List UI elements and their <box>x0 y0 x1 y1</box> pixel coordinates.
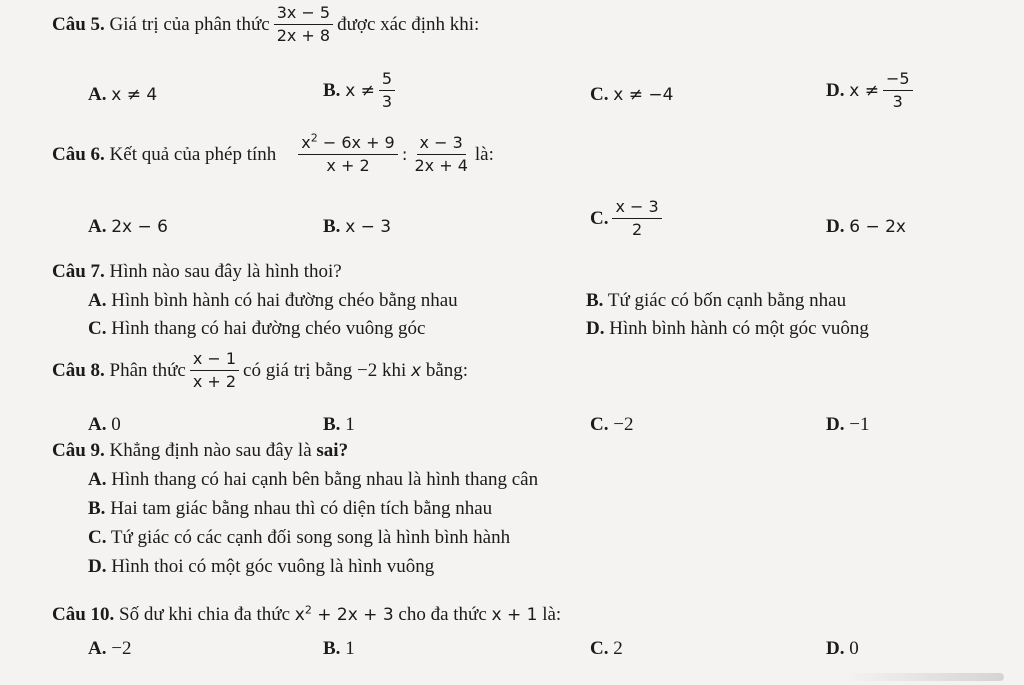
option-letter: A. <box>88 84 107 105</box>
option-fraction <box>883 70 913 111</box>
q8-option-d <box>826 414 869 436</box>
q5-option-d <box>826 70 917 111</box>
fraction-denominator: 2 <box>632 220 643 239</box>
question-9-text: Khẳng định nào sau đây là <box>109 440 312 461</box>
question-5-label: Câu 5. <box>52 13 105 35</box>
q7-option-b <box>586 290 846 312</box>
question-9-emphasis: sai? <box>316 440 349 461</box>
q6-option-c <box>590 198 666 239</box>
option-letter: C. <box>590 638 609 659</box>
division-operator: : <box>401 144 408 165</box>
question-10-text-after: là: <box>542 604 562 625</box>
option-expression: −2 <box>111 638 132 659</box>
q9-option-c <box>88 527 510 549</box>
fraction-denominator: 2x + 4 <box>414 156 468 175</box>
option-expression: x ≠ 4 <box>111 85 158 105</box>
question-9-label: Câu 9. <box>52 440 105 461</box>
q9-option-d <box>88 556 434 578</box>
option-expression: 0 <box>111 414 121 435</box>
fraction-numerator: 5 <box>379 70 395 91</box>
question-8-fraction <box>190 350 239 391</box>
q10-option-a <box>88 638 131 660</box>
option-letter: C. <box>590 414 609 435</box>
option-letter: A. <box>88 290 107 311</box>
option-letter: A. <box>88 414 107 435</box>
fraction-numerator: 3x − 5 <box>274 4 333 25</box>
q8-option-c <box>590 414 633 436</box>
question-8-label: Câu 8. <box>52 359 105 381</box>
fraction-denominator: 2x + 8 <box>276 26 331 45</box>
option-letter: C. <box>88 318 107 339</box>
option-letter: D. <box>88 556 107 577</box>
scan-smudge <box>844 673 1004 681</box>
option-expression: 0 <box>849 638 859 659</box>
option-letter: B. <box>323 79 341 101</box>
option-letter: D. <box>586 318 605 339</box>
question-10-text-mid: cho đa thức <box>398 604 487 625</box>
option-expression: x ≠ −4 <box>613 85 674 105</box>
option-expression: −2 <box>613 414 634 435</box>
option-letter: D. <box>826 216 845 237</box>
option-text: Hình thang có hai cạnh bên bằng nhau là hình thang cân <box>111 469 539 490</box>
fraction-denominator: 3 <box>381 92 393 111</box>
fraction-denominator: 3 <box>892 92 903 111</box>
fraction-numerator: −5 <box>883 70 913 91</box>
option-letter: A. <box>88 469 107 490</box>
question-10-label: Câu 10. <box>52 604 115 625</box>
question-6-stem <box>52 131 494 175</box>
option-expression: 1 <box>345 638 355 659</box>
question-5-stem <box>52 4 479 45</box>
question-8-stem <box>52 350 468 391</box>
option-fraction <box>612 198 661 239</box>
fraction-numerator: $x^2 - 6x + 9$ <box>298 134 397 155</box>
question-7-text: Hình nào sau đây là hình thoi? <box>109 261 342 282</box>
fraction-denominator: x + 2 <box>192 372 237 391</box>
question-6-fraction-2 <box>411 134 470 175</box>
question-6-label: Câu 6. <box>52 143 105 165</box>
option-letter: A. <box>88 216 107 237</box>
option-fraction <box>379 70 395 111</box>
question-9-stem <box>52 440 348 462</box>
q5-option-a <box>88 84 157 106</box>
option-letter: B. <box>323 216 341 237</box>
option-expression: 2 <box>613 638 623 659</box>
option-text: Tứ giác có bốn cạnh bằng nhau <box>607 290 847 311</box>
question-8-text-after: có giá trị bằng −2 khi <box>243 359 407 381</box>
fraction-numerator: x − 3 <box>612 198 661 219</box>
question-8-variable: x <box>411 360 422 381</box>
question-7-stem <box>52 261 342 283</box>
q6-option-d <box>826 216 906 238</box>
question-5-text-after: được xác định khi: <box>337 13 480 35</box>
option-text: Hình bình hành có một góc vuông <box>609 318 869 339</box>
option-expression: x − 3 <box>345 217 392 237</box>
q5-option-c <box>590 84 673 106</box>
option-letter: D. <box>826 638 845 659</box>
option-expression: 2x − 6 <box>111 217 168 237</box>
option-letter: D. <box>826 414 845 435</box>
q9-option-b <box>88 498 492 520</box>
option-letter: C. <box>590 84 609 105</box>
q7-option-d <box>586 318 869 340</box>
q10-option-d <box>826 638 859 660</box>
option-text: Tứ giác có các cạnh đối song song là hình bình hành <box>110 527 511 548</box>
q7-option-c <box>88 318 426 340</box>
question-7-label: Câu 7. <box>52 261 105 282</box>
option-expression: −1 <box>849 414 870 435</box>
option-text: Hình thang có hai đường chéo vuông góc <box>111 318 426 339</box>
option-letter: C. <box>88 527 107 548</box>
question-6-text-after: là: <box>474 143 494 165</box>
option-letter: D. <box>826 79 845 101</box>
question-10-stem <box>52 604 561 626</box>
q8-option-a <box>88 414 121 436</box>
option-letter: B. <box>88 498 106 519</box>
q10-option-b <box>323 638 355 660</box>
fraction-denominator: x + 2 <box>326 156 370 175</box>
option-letter: B. <box>586 290 604 311</box>
question-8-text-end: bằng: <box>425 359 469 381</box>
question-10-polynomial: $x^2 + 2x + 3$ <box>294 603 394 625</box>
option-text: Hình bình hành có hai đường chéo bằng nhau <box>111 290 458 311</box>
q9-option-a <box>88 469 538 491</box>
option-expression: x ≠ <box>849 80 879 101</box>
option-expression: x ≠ <box>345 80 375 101</box>
q10-option-c <box>590 638 623 660</box>
option-letter: C. <box>590 207 609 229</box>
fraction-numerator: x − 1 <box>190 350 239 371</box>
option-letter: A. <box>88 638 107 659</box>
q7-option-a <box>88 290 458 312</box>
fraction-numerator: x − 3 <box>417 134 466 155</box>
option-text: Hình thoi có một góc vuông là hình vuông <box>111 556 435 577</box>
question-5-text: Giá trị của phân thức <box>109 13 270 35</box>
question-5-fraction <box>274 4 333 45</box>
option-letter: B. <box>323 638 341 659</box>
option-expression: 6 − 2x <box>849 217 906 237</box>
question-6-fraction-1 <box>298 131 397 175</box>
q5-option-b <box>323 70 399 111</box>
q6-option-b <box>323 216 391 238</box>
question-8-text: Phân thức <box>109 359 186 381</box>
question-10-divisor: x + 1 <box>491 605 538 625</box>
question-6-text: Kết quả của phép tính <box>109 143 277 165</box>
option-expression: 1 <box>345 414 355 435</box>
option-letter: B. <box>323 414 341 435</box>
option-text: Hai tam giác bằng nhau thì có diện tích bằng nhau <box>110 498 493 519</box>
question-10-text: Số dư khi chia đa thức <box>119 604 291 625</box>
q8-option-b <box>323 414 355 436</box>
q6-option-a <box>88 216 168 238</box>
